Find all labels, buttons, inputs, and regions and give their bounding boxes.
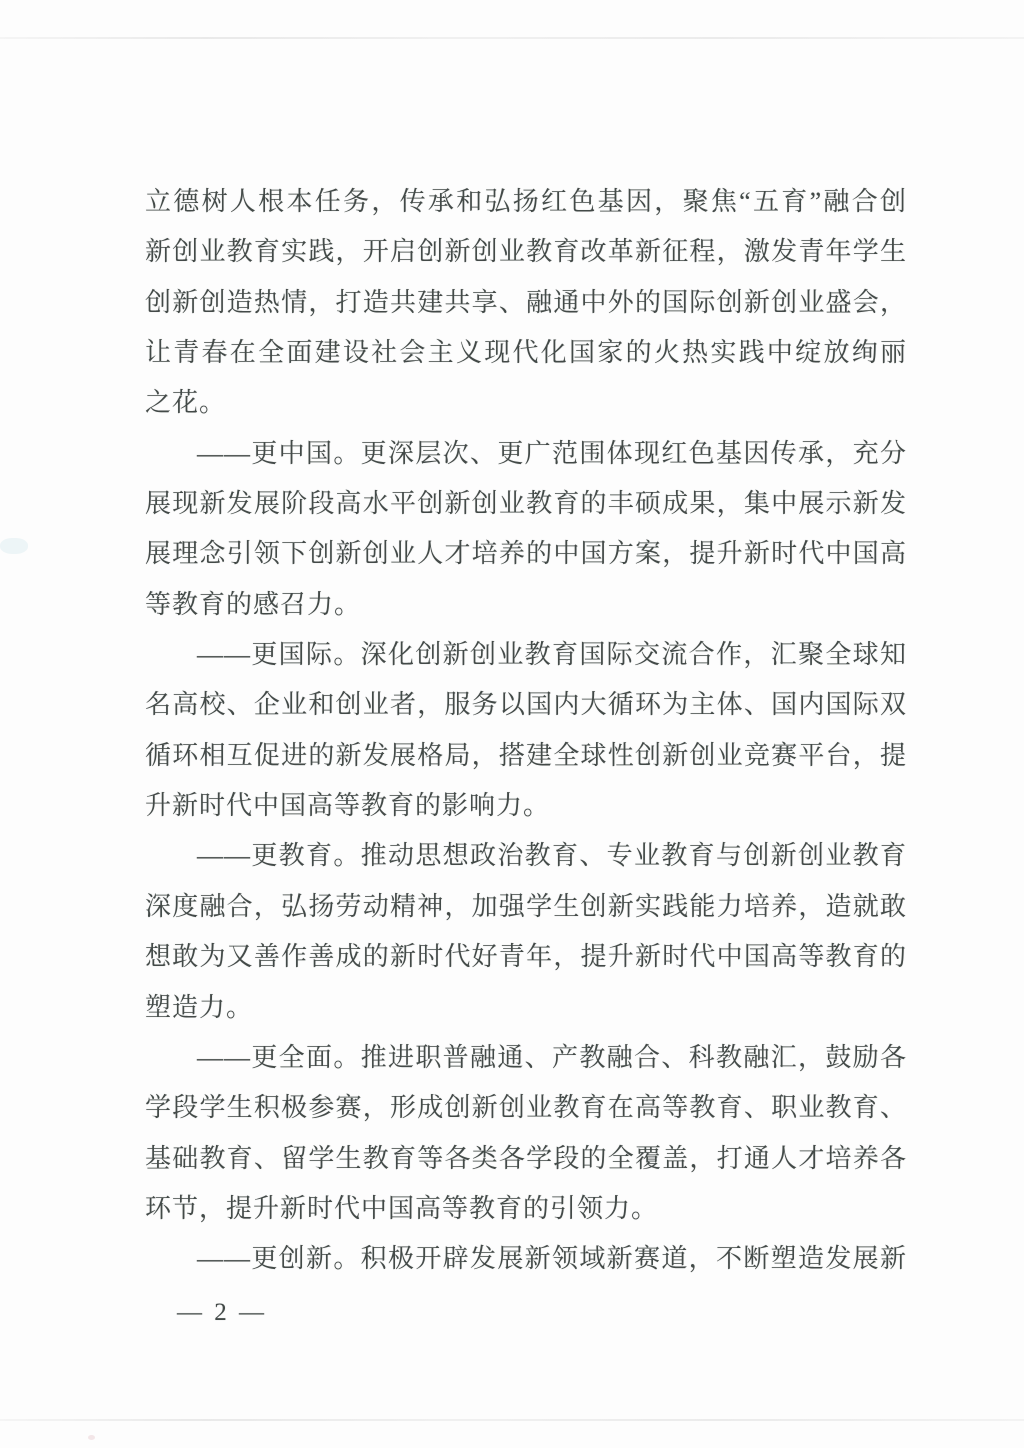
text-line: 环节，提升新时代中国高等教育的引领力。 [145,1193,659,1223]
scan-speck-artifact [88,1435,95,1440]
text-line: 展现新发展阶段高水平创新创业教育的丰硕成果，集中展示新发 [145,489,907,519]
text-line: ——更国际。深化创新创业教育国际交流合作，汇聚全球知 [197,640,907,670]
text-line: 创新创造热情，打造共建共享、融通中外的国际创新创业盛会， [145,287,907,317]
text-line: ——更全面。推进职普融通、产教融合、科教融汇，鼓励各 [197,1042,907,1072]
text-line: ——更创新。积极开辟发展新领域新赛道，不断塑造发展新 [197,1244,907,1274]
scan-edge-artifact-top [0,37,1024,39]
text-line: 学段学生积极参赛，形成创新创业教育在高等教育、职业教育、 [145,1093,907,1123]
text-line: 让青春在全面建设社会主义现代化国家的火热实践中绽放绚丽 [145,338,907,368]
text-line: 立德树人根本任务，传承和弘扬红色基因，聚焦“五育”融合创 [145,187,907,216]
text-line: 想敢为又善作善成的新时代好青年，提升新时代中国高等教育的 [145,942,907,972]
text-line: 名高校、企业和创业者，服务以国内大循环为主体、国内国际双 [145,690,907,720]
text-line: 等教育的感召力。 [145,589,362,619]
text-line: 基础教育、留学生教育等各类各学段的全覆盖，打通人才培养各 [145,1143,907,1173]
page-number: — 2 — [177,1299,267,1326]
text-line: 展理念引领下创新创业人才培养的中国方案，提升新时代中国高 [145,539,907,569]
text-line: ——更中国。更深层次、更广范围体现红色基因传承，充分 [197,438,907,468]
text-line: 深度融合，弘扬劳动精神，加强学生创新实践能力培养，造就敢 [145,891,907,921]
text-line: 升新时代中国高等教育的影响力。 [145,791,551,821]
text-line: 之花。 [145,388,227,418]
text-line: ——更教育。推动思想政治教育、专业教育与创新创业教育 [197,841,907,871]
text-line: 新创业教育实践，开启创新创业教育改革新征程，激发青年学生 [145,237,907,267]
scan-edge-artifact-bottom [0,1419,1024,1421]
document-body [145,177,907,1285]
scan-smudge-artifact [0,538,28,554]
text-line: 循环相互促进的新发展格局，搭建全球性创新创业竞赛平台，提 [145,740,907,770]
text-line: 塑造力。 [145,992,254,1022]
